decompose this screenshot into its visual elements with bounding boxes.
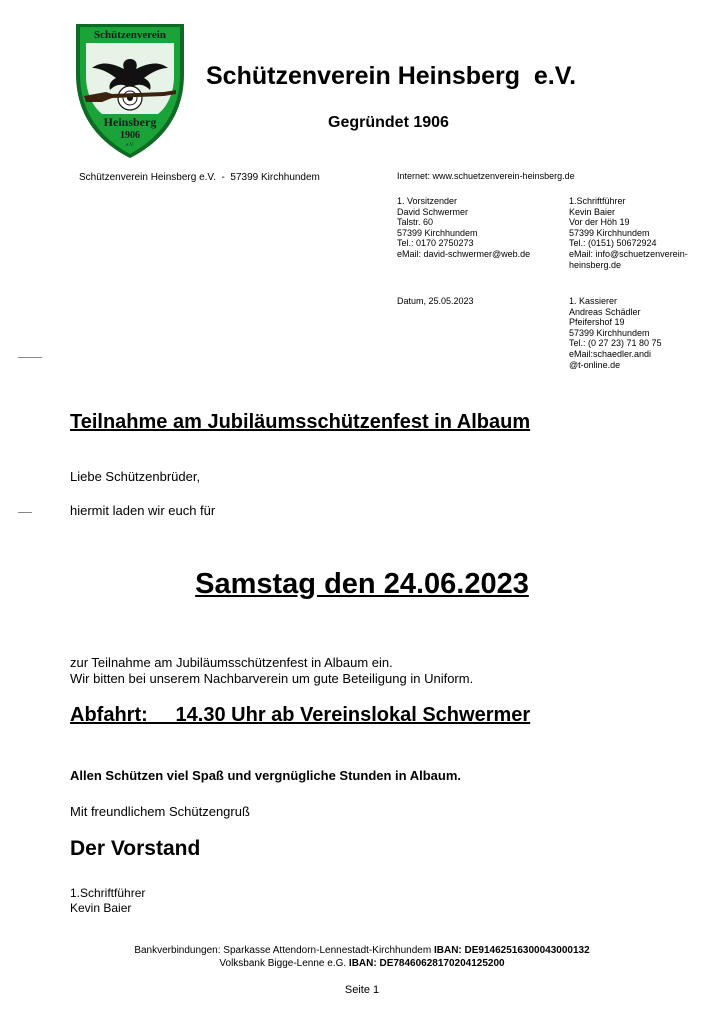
departure-line: Abfahrt: 14.30 Uhr ab Vereinslokal Schwermer: [70, 704, 531, 726]
club-title: Schützenverein Heinsberg e.V.: [206, 62, 577, 90]
contact-line: David Schwermer: [397, 206, 469, 217]
secretary-contact: [569, 196, 688, 270]
letter-subject: Teilnahme am Jubiläumsschützenfest in Albaum: [70, 411, 531, 433]
contact-line: Pfeifershof 19: [569, 317, 625, 328]
club-logo: [72, 14, 188, 160]
bank-2-name: Volksbank Bigge-Lenne e.G.: [219, 958, 349, 969]
logo-year-text: 1906: [120, 130, 140, 141]
founded-line: Gegründet 1906: [328, 114, 449, 131]
contact-line: Tel.: (0 27 23) 71 80 75: [569, 338, 662, 349]
contact-line: 1. Kassierer: [569, 296, 618, 306]
contact-line: Tel.: 0170 2750273: [397, 238, 474, 249]
bank-1-name: Bankverbindungen: Sparkasse Attendorn-Lennestadt-Kirchhundem: [134, 945, 434, 956]
contact-line: 57399 Kirchhundem: [569, 227, 650, 238]
contact-line: eMail: david-schwermer@web.de: [397, 248, 531, 259]
internet-line: Internet: www.schuetzenverein-heinsberg.de: [397, 171, 575, 181]
bank-line-1: [0, 944, 724, 957]
contact-line: eMail:schaedler.andi: [569, 348, 652, 359]
body-line: zur Teilnahme am Jubiläumsschützenfest in Albaum ein.: [70, 655, 393, 670]
contact-line: Tel.: (0151) 50672924: [569, 238, 657, 249]
bank-1-iban: IBAN: DE91462516300043000132: [433, 945, 590, 956]
contact-line: Kevin Baier: [569, 206, 616, 217]
signer-block: [70, 886, 145, 916]
invite-line: hiermit laden wir euch für: [70, 503, 216, 518]
treasurer-contact: [569, 296, 662, 370]
contact-line: 57399 Kirchhundem: [397, 227, 478, 238]
bank-details: [0, 944, 724, 970]
contact-line: eMail: info@schuetzenverein-: [569, 248, 688, 259]
signer-role: 1.Schriftführer: [70, 886, 146, 900]
salutation: Liebe Schützenbrüder,: [70, 469, 201, 484]
body-line: Wir bitten bei unserem Nachbarverein um gute Beteiligung in Uniform.: [70, 671, 474, 686]
logo-suffix-text: e.V.: [126, 143, 134, 148]
chairman-contact: [397, 196, 530, 260]
bank-2-iban: IBAN: DE78460628170204125200: [348, 958, 505, 969]
contact-line: 1. Vorsitzender: [397, 196, 458, 206]
wish-line: Allen Schützen viel Spaß und vergnügliche Stunden in Albaum.: [70, 768, 462, 783]
logo-top-text: Schützenverein: [94, 29, 166, 41]
contact-line: 57399 Kirchhundem: [569, 327, 650, 338]
letter-date: Datum, 25.05.2023: [397, 296, 474, 306]
signoff: Der Vorstand: [70, 837, 201, 860]
sender-line: Schützenverein Heinsberg e.V. - 57399 Kirchhundem: [79, 172, 320, 183]
signer-name: Kevin Baier: [70, 901, 132, 915]
contact-line: Vor der Höh 19: [569, 217, 630, 228]
greeting: Mit freundlichem Schützengruß: [70, 804, 250, 819]
page-number: Seite 1: [344, 984, 380, 996]
fold-mark: [18, 357, 42, 358]
contact-line: 1.Schriftführer: [569, 196, 626, 206]
logo-name-text: Heinsberg: [103, 115, 157, 129]
punch-mark: [18, 512, 32, 513]
contact-line: Andreas Schädler: [569, 306, 641, 317]
body-paragraph: [70, 655, 473, 687]
bank-line-2: [0, 957, 724, 970]
contact-line: heinsberg.de: [569, 259, 622, 270]
event-date: Samstag den 24.06.2023: [195, 568, 529, 600]
contact-line: @t-online.de: [569, 359, 621, 370]
contact-line: Talstr. 60: [397, 217, 434, 228]
